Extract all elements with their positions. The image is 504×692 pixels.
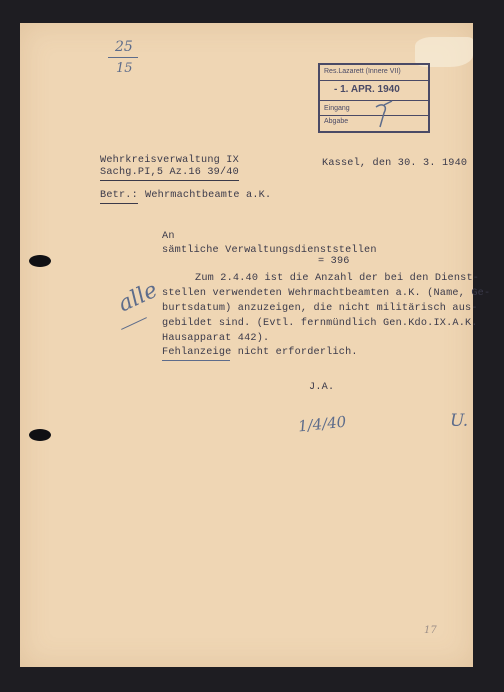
signature: J.A. [309,382,335,393]
stamp-label-abgabe: Abgabe [324,118,349,125]
handwritten-date: 1/4/40 [297,412,348,436]
margin-note: alle [114,277,162,318]
punch-hole-lower [29,429,51,441]
recipient-line-1: An [162,231,175,242]
body-line-3: burtsdatum) anzuzeigen, die nicht militärisch aus- [162,303,478,314]
handwritten-underline [162,360,230,361]
punch-hole-upper [29,255,51,267]
body-line-4: gebildet sind. (Evtl. fernmündlich Gen.Kdo.IX.A.K. [162,318,478,329]
receipt-stamp [318,63,430,133]
handwritten-ref-lower: 15 [116,61,133,76]
closing-note: Fehlanzeige nicht erforderlich. [162,347,358,358]
body-line-5: Hausapparat 442). [162,333,270,344]
handwritten-ref-upper: 25 [115,39,133,55]
stamp-checkmark-icon [372,99,402,129]
stamp-office: Res.Lazarett (Innere VII) [324,68,401,75]
stamp-label-eingang: Eingang [324,105,350,112]
sender-line-2: Sachg.PI,5 Az.16 39/40 [100,166,239,181]
document-page [20,23,491,667]
place-date: Kassel, den 30. 3. 1940 [322,158,468,169]
body-line-2: stellen verwendeten Wehrmachtbeamten a.K. (Name, Ge- [162,288,491,299]
subject-label: Betr.: [100,189,138,204]
subject-text: Wehrmachtbeamte a.K. [145,190,272,201]
recipient-line-2: sämtliche Verwaltungsdienststellen [162,245,377,256]
page-number: 17 [424,625,437,636]
margin-note-stroke [121,317,147,330]
handwritten-initial: U. [450,411,469,431]
sender-line-1: Wehrkreisverwaltung IX [100,155,239,166]
stamp-date: - 1. APR. 1940 [334,84,400,95]
body-line-1: Zum 2.4.40 ist die Anzahl der bei den Dienst- [195,273,480,284]
handwritten-ref-rule [108,57,138,58]
recipient-line-3: = 396 [318,256,350,267]
